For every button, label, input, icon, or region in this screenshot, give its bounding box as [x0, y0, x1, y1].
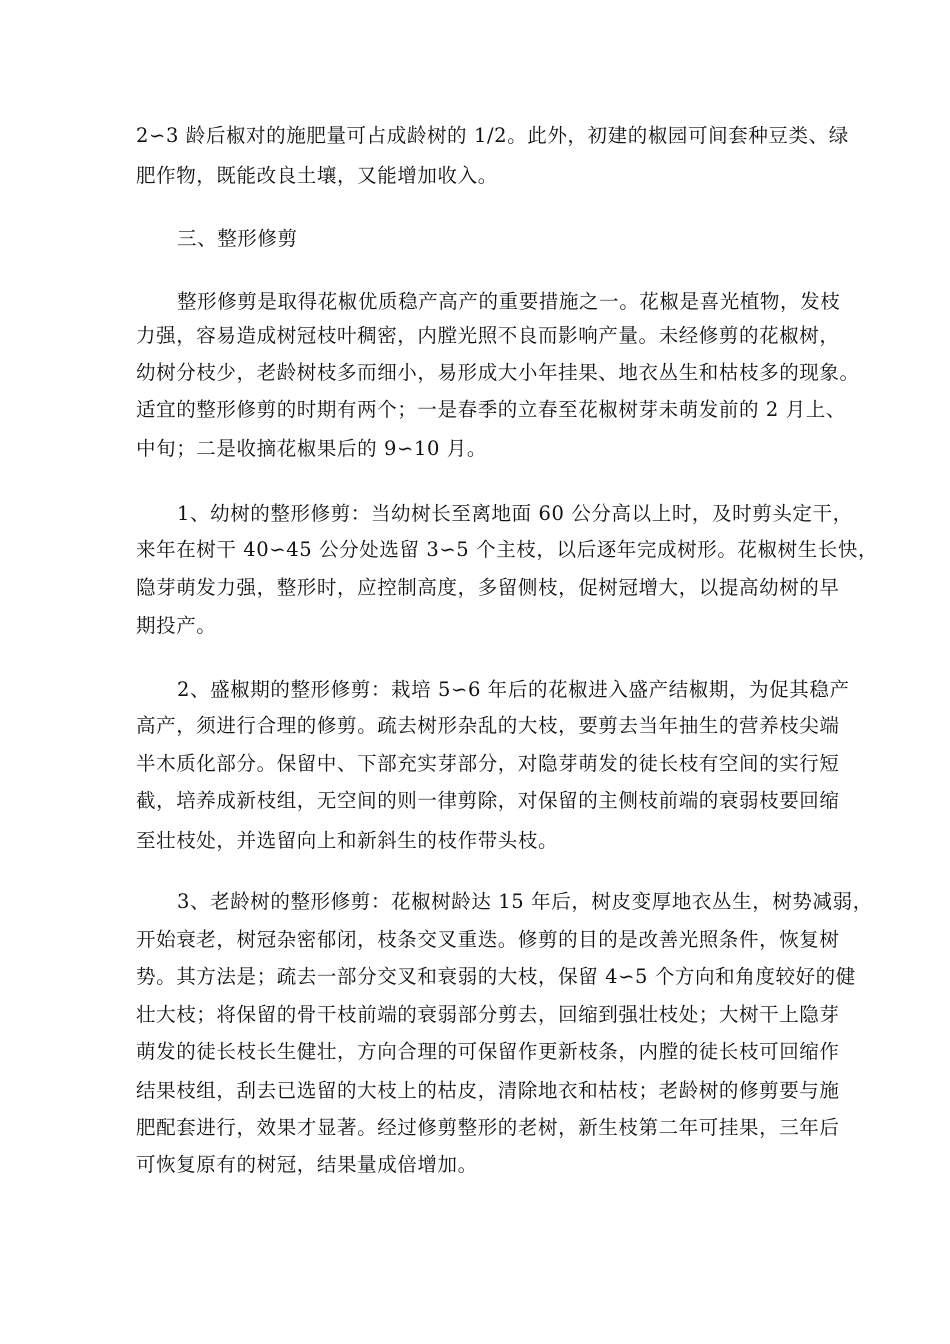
text-line: 壮大枝；将保留的骨干枝前端的衰弱部分剪去，回缩到强壮枝处；大树干上隐芽 [136, 1003, 840, 1026]
text-line: 期投产。 [136, 614, 217, 637]
text-line: 来年在树干 40∽45 公分处选留 3∽5 个主枝，以后逐年完成树形。花椒树生长快， [136, 538, 879, 561]
text-line: 肥作物，既能改良土壤，又能增加收入。 [136, 164, 498, 187]
text-line: 力强，容易造成树冠枝叶稠密，内膛光照不良而影响产量。未经修剪的花椒树， [136, 324, 840, 347]
text-line: 隐芽萌发力强，整形时，应控制高度，多留侧枝，促树冠增大，以提高幼树的早 [136, 576, 840, 599]
text-line: 截，培养成新枝组，无空间的则一律剪除，对保留的主侧枝前端的衰弱枝要回缩 [136, 789, 840, 812]
text-line: 可恢复原有的树冠，结果量成倍增加。 [136, 1153, 478, 1176]
text-line: 2、盛椒期的整形修剪：栽培 5∽6 年后的花椒进入盛产结椒期，为促其稳产 [177, 678, 850, 701]
text-line: 1、幼树的整形修剪：当幼树长至离地面 60 公分高以上时，及时剪头定干， [177, 502, 853, 525]
text-line: 整形修剪是取得花椒优质稳产高产的重要措施之一。花椒是喜光植物，发枝 [177, 290, 841, 313]
text-line: 肥配套进行，效果才显著。经过修剪整形的老树，新生枝第二年可挂果，三年后 [136, 1116, 840, 1139]
text-line: 适宜的整形修剪的时期有两个；一是春季的立春至花椒树芽未萌发前的 2 月上、 [136, 398, 847, 421]
text-line: 幼树分枝少，老龄树枝多而细小，易形成大小年挂果、地衣丛生和枯枝多的现象。 [136, 361, 860, 384]
text-line: 半木质化部分。保留中、下部充实芽部分，对隐芽萌发的徒长枝有空间的实行短 [136, 752, 840, 775]
text-line: 中旬；二是收摘花椒果后的 9∽10 月。 [136, 437, 487, 460]
text-line: 势。其方法是；疏去一部分交叉和衰弱的大枝，保留 4∽5 个方向和角度较好的健 [136, 965, 856, 988]
text-line: 结果枝组，刮去已选留的大枝上的枯皮，清除地衣和枯枝；老龄树的修剪要与施 [136, 1079, 840, 1102]
section-heading: 三、整形修剪 [177, 227, 298, 250]
text-line: 2∽3 龄后椒对的施肥量可占成龄树的 1/2。此外，初建的椒园可间套种豆类、绿 [136, 124, 849, 147]
text-line: 高产，须进行合理的修剪。疏去树形杂乱的大枝，要剪去当年抽生的营养枝尖端 [136, 714, 840, 737]
text-line: 萌发的徒长枝长生健壮，方向合理的可保留作更新枝条，内膛的徒长枝可回缩作 [136, 1040, 840, 1063]
text-line: 开始衰老，树冠杂密郁闭，枝条交叉重迭。修剪的目的是改善光照条件，恢复树 [136, 928, 840, 951]
text-line: 3、老龄树的整形修剪：花椒树龄达 15 年后，树皮变厚地衣丛生，树势减弱， [177, 890, 873, 913]
text-line: 至壮枝处，并选留向上和新斜生的枝作带头枝。 [136, 829, 559, 852]
